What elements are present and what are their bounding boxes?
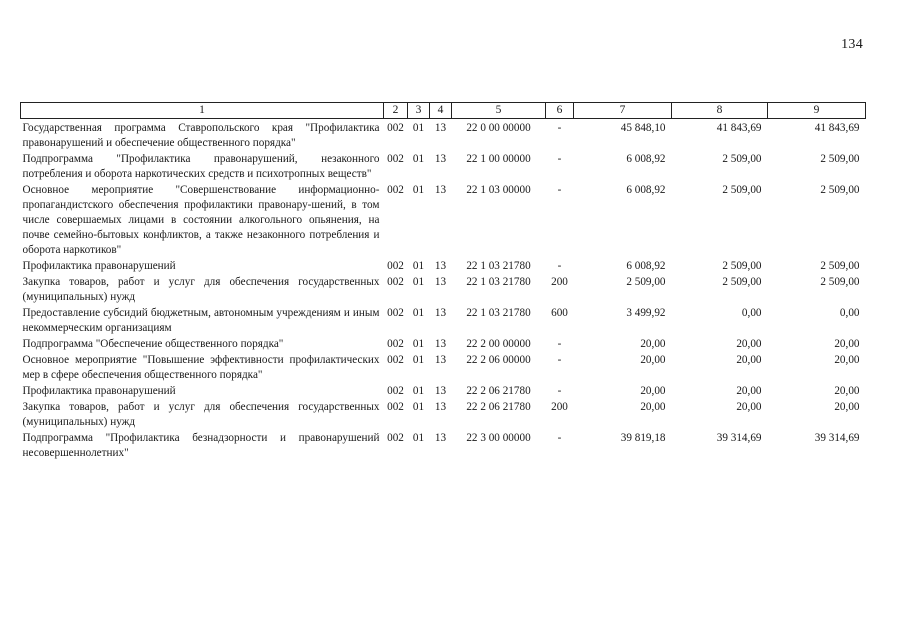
- section-code-cell: 01: [412, 307, 425, 319]
- expense-type-cell: -: [557, 385, 562, 397]
- section-code-cell: 01: [412, 385, 425, 397]
- target-article-cell: 22 1 03 21780: [466, 276, 531, 288]
- table-row: [21, 275, 866, 306]
- expense-type-cell: -: [557, 354, 562, 366]
- table-row: [21, 337, 866, 353]
- subsection-code-cell: 13: [434, 153, 447, 165]
- table-row: [21, 306, 866, 337]
- amount-cell: 6 008,92: [626, 153, 666, 165]
- item-name-cell: Подпрограмма "Обеспечение общественного порядка": [22, 338, 284, 350]
- expense-type-cell: -: [557, 432, 562, 444]
- target-article-cell: 22 2 00 00000: [466, 338, 531, 350]
- amount-cell: 6 008,92: [626, 260, 666, 272]
- subsection-code-cell: 13: [434, 338, 447, 350]
- amount-cell: 20,00: [640, 401, 666, 413]
- item-name-cell: Закупка товаров, работ и услуг для обеспечения государственных (муниципальных) нужд: [22, 276, 380, 303]
- subsection-code-cell: 13: [434, 122, 447, 134]
- target-article-cell: 22 1 03 00000: [466, 184, 531, 196]
- expense-type-cell: 600: [551, 307, 568, 319]
- column-number-row: [21, 103, 866, 119]
- column-header: 5: [452, 103, 546, 119]
- amount-cell: 6 008,92: [626, 184, 666, 196]
- expense-type-cell: -: [557, 153, 562, 165]
- ministry-code-cell: 002: [387, 338, 404, 350]
- section-code-cell: 01: [412, 401, 425, 413]
- section-code-cell: 01: [412, 276, 425, 288]
- expense-type-cell: 200: [551, 276, 568, 288]
- subsection-code-cell: 13: [434, 385, 447, 397]
- item-name-cell: Профилактика правонарушений: [22, 385, 176, 397]
- amount-cell: 2 509,00: [722, 276, 762, 288]
- item-name-cell: Подпрограмма "Профилактика правонарушений, незаконного потребления и оборота наркотических средств и психотропных веществ": [22, 153, 380, 180]
- amount-cell: 2 509,00: [820, 260, 860, 272]
- amount-cell: 2 509,00: [722, 184, 762, 196]
- column-header: 7: [574, 103, 672, 119]
- amount-cell: 2 509,00: [722, 153, 762, 165]
- item-name-cell: Закупка товаров, работ и услуг для обеспечения государственных (муниципальных) нужд: [22, 401, 380, 428]
- amount-cell: 20,00: [736, 354, 762, 366]
- ministry-code-cell: 002: [387, 354, 404, 366]
- ministry-code-cell: 002: [387, 432, 404, 444]
- amount-cell: 3 499,92: [626, 307, 666, 319]
- table-body: [21, 119, 866, 463]
- amount-cell: 20,00: [834, 338, 860, 350]
- amount-cell: 20,00: [640, 354, 666, 366]
- amount-cell: 39 314,69: [716, 432, 762, 444]
- subsection-code-cell: 13: [434, 260, 447, 272]
- subsection-code-cell: 13: [434, 307, 447, 319]
- subsection-code-cell: 13: [434, 401, 447, 413]
- ministry-code-cell: 002: [387, 122, 404, 134]
- table-row: [21, 119, 866, 153]
- amount-cell: 20,00: [640, 338, 666, 350]
- item-name-cell: Основное мероприятие "Совершенствование информационно-пропагандистского обеспечения профилактики правонару-шений, в том числе совершаемых лицами в состоянии алкогольного опьянения, на почве семейно-бытовых конфликтов, а также незаконного потребления и оборота наркотиков": [22, 184, 380, 256]
- amount-cell: 20,00: [736, 401, 762, 413]
- item-name-cell: Подпрограмма "Профилактика безнадзорности и правонарушений несовершеннолетних": [22, 432, 380, 459]
- table-row: [21, 400, 866, 431]
- target-article-cell: 22 1 03 21780: [466, 307, 531, 319]
- amount-cell: 2 509,00: [626, 276, 666, 288]
- page-number: 134: [841, 37, 863, 52]
- amount-cell: 2 509,00: [722, 260, 762, 272]
- expense-type-cell: -: [557, 338, 562, 350]
- item-name-cell: Профилактика правонарушений: [22, 260, 176, 272]
- amount-cell: 20,00: [736, 385, 762, 397]
- amount-cell: 2 509,00: [820, 276, 860, 288]
- item-name-cell: Государственная программа Ставропольского края "Профилактика правонарушений и обеспечение общественного порядка": [22, 122, 380, 149]
- target-article-cell: 22 0 00 00000: [466, 122, 531, 134]
- budget-table: [20, 102, 866, 462]
- target-article-cell: 22 2 06 21780: [466, 385, 531, 397]
- item-name-cell: Предоставление субсидий бюджетным, автономным учреждениям и иным некоммерческим организациям: [22, 307, 380, 334]
- amount-cell: 45 848,10: [620, 122, 666, 134]
- expense-type-cell: 200: [551, 401, 568, 413]
- amount-cell: 41 843,69: [716, 122, 762, 134]
- table-row: [21, 259, 866, 275]
- subsection-code-cell: 13: [434, 276, 447, 288]
- amount-cell: 20,00: [640, 385, 666, 397]
- target-article-cell: 22 3 00 00000: [466, 432, 531, 444]
- expense-type-cell: -: [557, 122, 562, 134]
- amount-cell: 20,00: [834, 354, 860, 366]
- amount-cell: 39 819,18: [620, 432, 666, 444]
- target-article-cell: 22 1 03 21780: [466, 260, 531, 272]
- target-article-cell: 22 2 06 00000: [466, 354, 531, 366]
- amount-cell: 2 509,00: [820, 184, 860, 196]
- column-header: 1: [21, 103, 384, 119]
- expense-type-cell: -: [557, 260, 562, 272]
- column-header: 6: [546, 103, 574, 119]
- section-code-cell: 01: [412, 260, 425, 272]
- table-row: [21, 353, 866, 384]
- ministry-code-cell: 002: [387, 184, 404, 196]
- amount-cell: 39 314,69: [814, 432, 860, 444]
- ministry-code-cell: 002: [387, 260, 404, 272]
- ministry-code-cell: 002: [387, 401, 404, 413]
- section-code-cell: 01: [412, 153, 425, 165]
- amount-cell: 2 509,00: [820, 153, 860, 165]
- column-header: 4: [430, 103, 452, 119]
- table-row: [21, 384, 866, 400]
- column-header: 9: [768, 103, 866, 119]
- subsection-code-cell: 13: [434, 432, 447, 444]
- section-code-cell: 01: [412, 432, 425, 444]
- section-code-cell: 01: [412, 354, 425, 366]
- column-header: 8: [672, 103, 768, 119]
- target-article-cell: 22 2 06 21780: [466, 401, 531, 413]
- ministry-code-cell: 002: [387, 276, 404, 288]
- amount-cell: 0,00: [839, 307, 860, 319]
- section-code-cell: 01: [412, 338, 425, 350]
- table-row: [21, 431, 866, 462]
- target-article-cell: 22 1 00 00000: [466, 153, 531, 165]
- ministry-code-cell: 002: [387, 307, 404, 319]
- ministry-code-cell: 002: [387, 153, 404, 165]
- subsection-code-cell: 13: [434, 354, 447, 366]
- table-row: [21, 152, 866, 183]
- ministry-code-cell: 002: [387, 385, 404, 397]
- amount-cell: 20,00: [736, 338, 762, 350]
- table-row: [21, 183, 866, 259]
- section-code-cell: 01: [412, 184, 425, 196]
- column-header: 3: [408, 103, 430, 119]
- table-header: [21, 103, 866, 119]
- amount-cell: 41 843,69: [814, 122, 860, 134]
- section-code-cell: 01: [412, 122, 425, 134]
- expense-type-cell: -: [557, 184, 562, 196]
- item-name-cell: Основное мероприятие "Повышение эффективности профилактических мер в сфере обеспечения общественного порядка": [22, 354, 380, 381]
- subsection-code-cell: 13: [434, 184, 447, 196]
- amount-cell: 20,00: [834, 401, 860, 413]
- amount-cell: 20,00: [834, 385, 860, 397]
- amount-cell: 0,00: [741, 307, 762, 319]
- column-header: 2: [384, 103, 408, 119]
